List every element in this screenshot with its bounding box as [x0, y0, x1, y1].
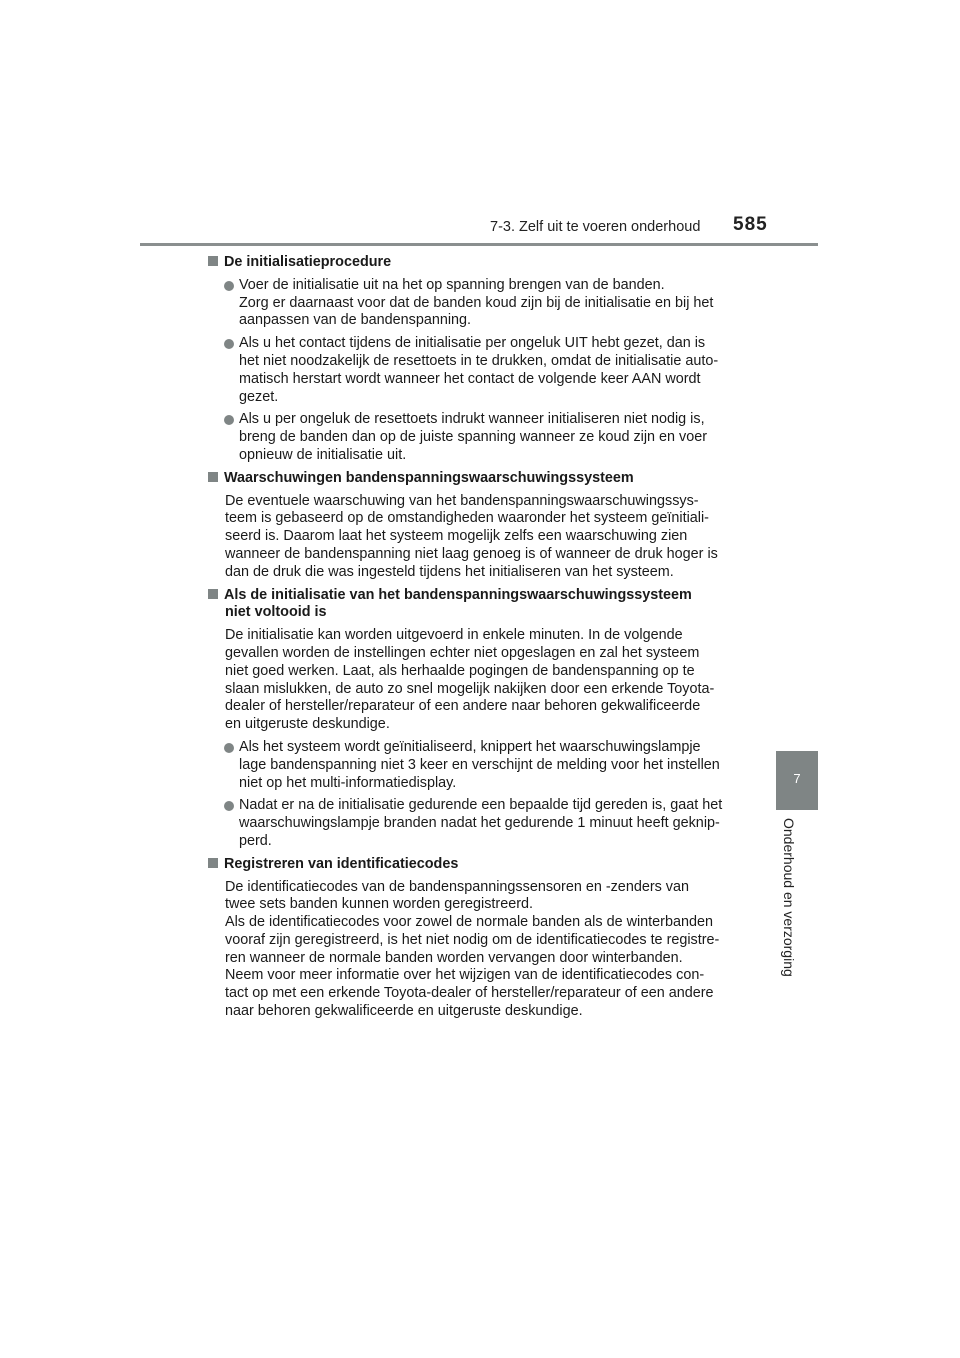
section-heading: Registreren van identificatiecodes	[208, 856, 750, 874]
circle-bullet-icon	[224, 801, 234, 811]
bullet-item: Voer de initialisatie uit na het op spanning brengen van de banden. Zorg er daarnaast voor dat de banden koud zijn bij de initialisatie en bij het aanpassen van de bandenspanning.	[208, 277, 750, 330]
circle-bullet-icon	[224, 339, 234, 349]
bullet-item: Als u per ongeluk de resettoets indrukt wanneer initialiseren niet nodig is, breng de banden dan op de juiste spanning wanneer ze koud zijn en voer opnieuw de initialisatie uit.	[208, 411, 750, 464]
paragraph: De identificatiecodes van de bandenspanningssensoren en -zenders van twee sets banden kunnen worden geregistreerd. Als de identificatiecodes voor zowel de normale banden als de winterbanden vooraf zijn geregistreerd, is het niet nodig om de identificatiecodes te registre- ren wanneer de normale banden worden vervangen door winterbanden. Neem voor meer informatie over het wijzigen van de identificatiecodes con- tact op met een erkende Toyota-dealer of hersteller/reparateur of een andere naar behoren gekwalificeerde en uitgeruste deskundige.	[225, 878, 720, 1020]
paragraph: De initialisatie kan worden uitgevoerd in enkele minuten. In de volgende gevallen worden de instellingen echter niet opgeslagen en zal het systeem niet goed werken. Laat, als herhaalde pogingen de bandenspanning op te slaan mislukken, de auto zo snel mogelijk nakijken door een erkende Toyota- dealer of hersteller/reparateur of een andere naar behoren gekwalificeerde en uitgeruste deskundige.	[225, 627, 715, 733]
chapter-tab	[776, 751, 818, 810]
section-heading: Als de initialisatie van het bandenspanningswaarschuwingssysteem niet voltooid is	[208, 587, 750, 623]
circle-bullet-icon	[224, 281, 234, 291]
section-heading: Waarschuwingen bandenspanningswaarschuwingssysteem	[208, 470, 750, 488]
circle-bullet-icon	[224, 415, 234, 425]
square-bullet-icon	[208, 589, 218, 599]
circle-bullet-icon	[224, 743, 234, 753]
square-bullet-icon	[208, 472, 218, 482]
page-number: 585	[733, 214, 768, 235]
paragraph: De eventuele waarschuwing van het bandenspanningswaarschuwingssys- teem is gebaseerd op de omstandigheden waaronder het systeem geïnitiali- seerd is. Daarom laat het systeem mogelijk zelfs een waarschuwing zien wanneer de bandenspanning niet laag genoeg is of wanneer de druk hoger is dan de druk die was ingesteld tijdens het initialiseren van het systeem.	[225, 492, 718, 580]
bullet-item: Als u het contact tijdens de initialisatie per ongeluk UIT hebt gezet, dan is het niet noodzakelijk de resettoets in te drukken, omdat de initialisatie auto- matisch herstart wordt wanneer het contact de volgende keer AAN wordt gezet.	[208, 335, 750, 406]
square-bullet-icon	[208, 256, 218, 266]
chapter-number: 7	[793, 771, 801, 786]
bullet-item: Nadat er na de initialisatie gedurende een bepaalde tijd gereden is, gaat het waarschuwingslampje branden nadat het gedurende 1 minuut heeft geknip- perd.	[208, 797, 750, 850]
bullet-item: Als het systeem wordt geïnitialiseerd, knippert het waarschuwingslampje lage bandenspanning niet 3 keer en verschijnt de melding voor het instellen niet op het multi-informatiedisplay.	[208, 739, 750, 792]
chapter-title: Onderhoud en verzorging	[781, 818, 797, 977]
section-title: 7-3. Zelf uit te voeren onderhoud	[490, 219, 701, 235]
header-divider	[140, 243, 818, 246]
section-heading: De initialisatieprocedure	[208, 254, 750, 272]
page-content	[208, 254, 750, 1026]
square-bullet-icon	[208, 858, 218, 868]
